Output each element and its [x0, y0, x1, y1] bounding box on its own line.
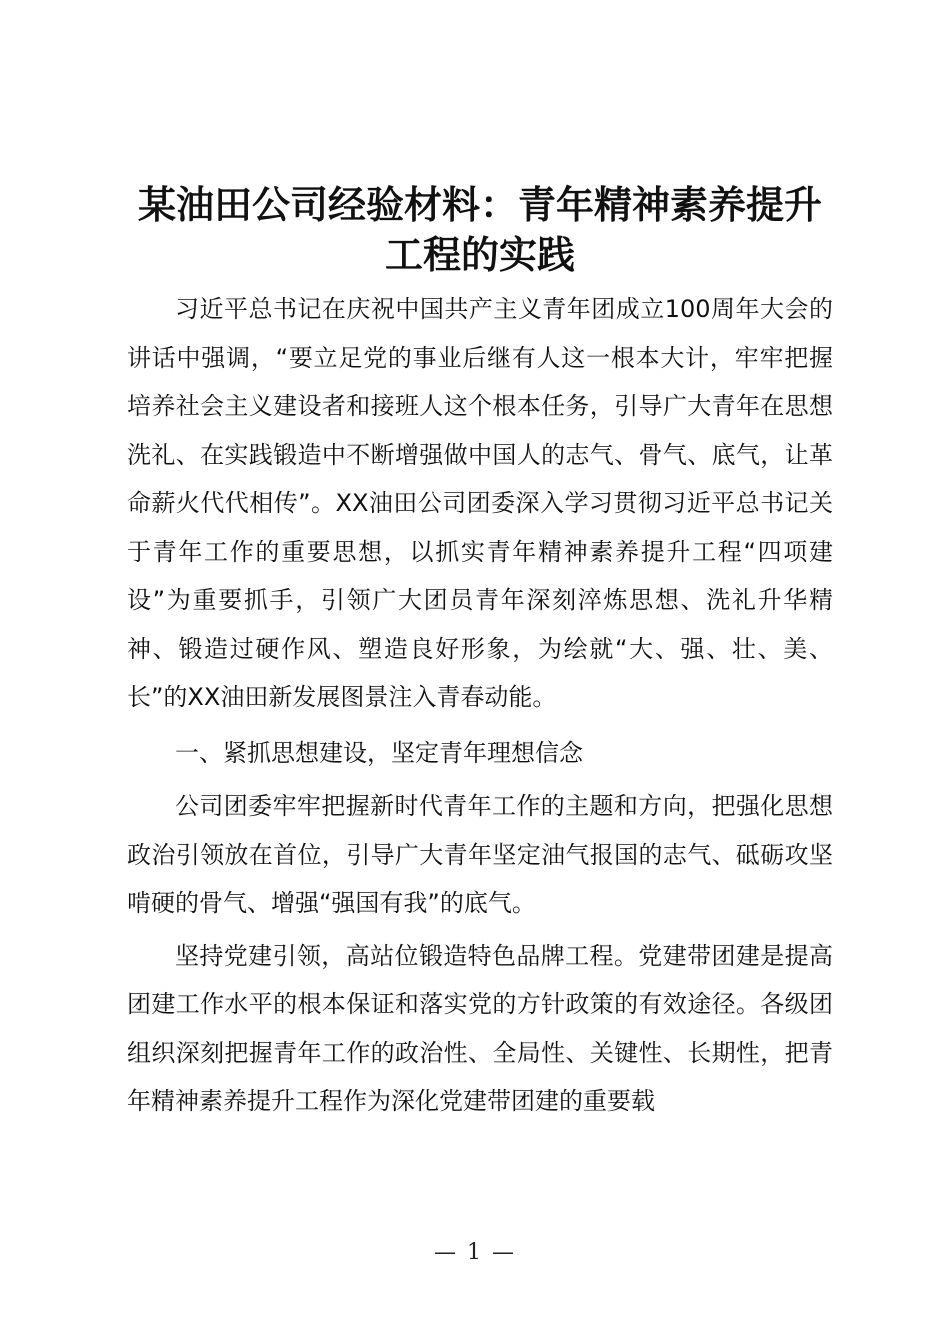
page-number: — 1 — [434, 1240, 516, 1265]
document-title: 某油田公司经验材料：青年精神素养提升工程的实践 [137, 182, 822, 277]
body-paragraph-intro: 习近平总书记在庆祝中国共产主义青年团成立100周年大会的讲话中强调，“要立足党的事业后继有人这一根本大计，牢牢把握培养社会主义建设者和接班人这个根本任务，引导广大青年在思想洗礼、在实践锻造中不断增强做中国人的志气、骨气、底气，让革命薪火代代相传”。XX油田公司团委深入学习贯彻习近平总书记关于青年工作的重要思想，以抓实青年精神素养提升工程“四项建设”为重要抓手，引领广大团员青年深刻淬炼思想、洗礼升华精神、锻造过硬作风、塑造良好形象，为绘就“大、强、壮、美、长”的XX油田新发展图景注入青春动能。 [127, 295, 833, 711]
section-heading-1: 一、紧抓思想建设，坚定青年理想信念 [175, 738, 583, 767]
body-paragraph-party-building: 坚持党建引领，高站位锻造特色品牌工程。党建带团建是提高团建工作水平的根本保证和落实党的方针政策的有效途径。各级团组织深刻把握青年工作的政治性、全局性、关键性、长期性，把青年精神素养提升工程作为深化党建带团建的重要载 [127, 941, 833, 1115]
body-paragraph-section-1: 公司团委牢牢把握新时代青年工作的主题和方向，把强化思想政治引领放在首位，引导广大青年坚定油气报国的志气、砥砺攻坚啃硬的骨气、增强“强国有我”的底气。 [127, 792, 833, 917]
document-body [127, 285, 833, 1126]
